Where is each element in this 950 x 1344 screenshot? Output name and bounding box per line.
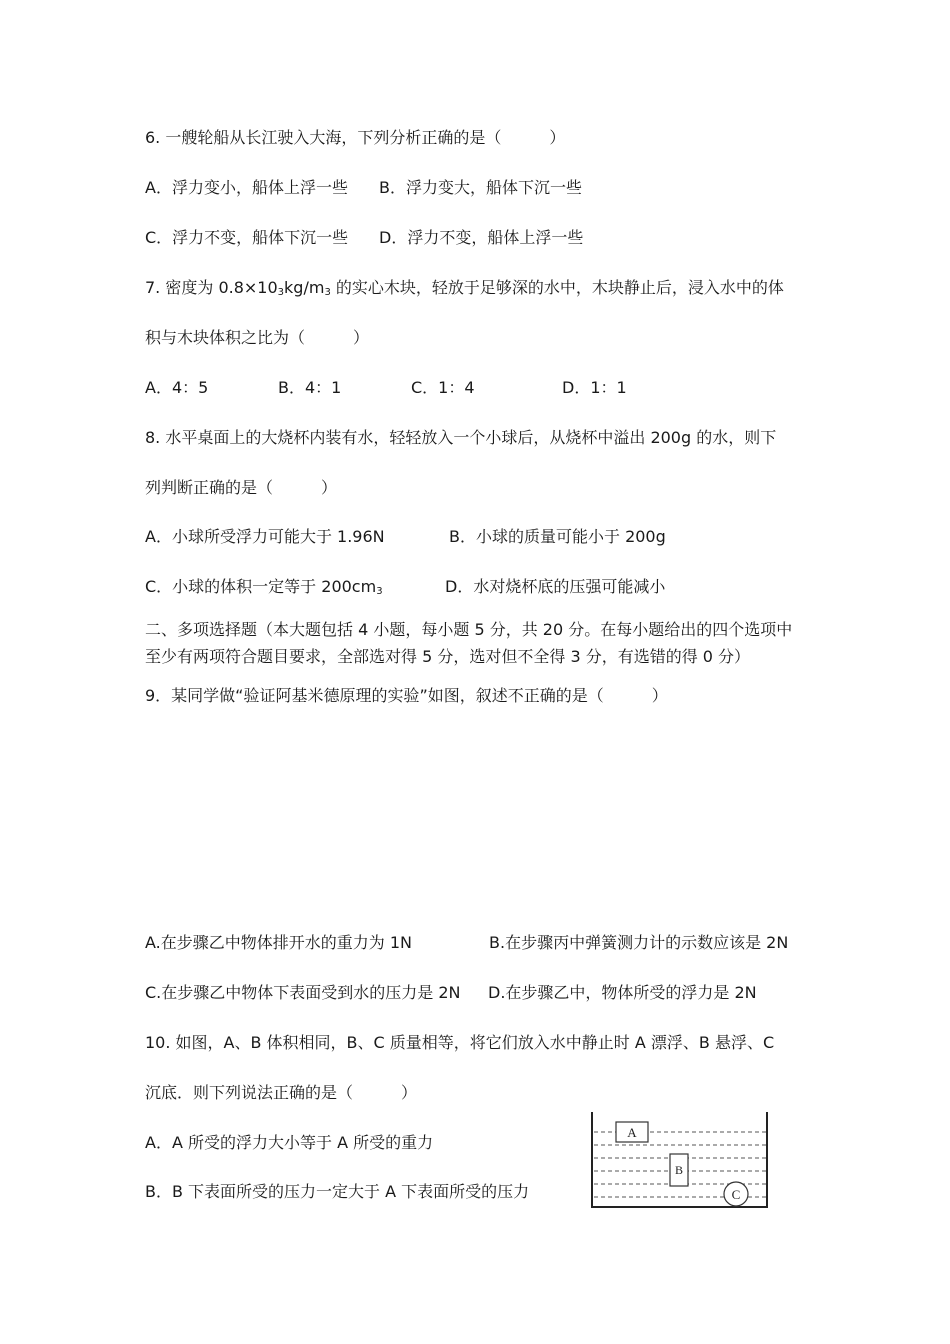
q8-option-d: D．水对烧杯底的压强可能减小: [445, 577, 666, 596]
q7-option-a: A．4：5: [145, 378, 209, 397]
beaker-figure: [590, 1110, 770, 1210]
section2-heading-line2: 至少有两项符合题目要求，全部选对得 5 分，选对但不全得 3 分，有选错的得 0 分）: [145, 647, 751, 666]
section2-heading-line1: 二、多项选择题（本大题包括 4 小题，每小题 5 分，共 20 分。在每小题给出的四个选项中: [145, 620, 793, 639]
q10-stem-line1: 10. 如图，A、B 体积相同，B、C 质量相等，将它们放入水中静止时 A 漂浮、B 悬浮、C: [145, 1033, 775, 1052]
q8-stem-line1: 8. 水平桌面上的大烧杯内装有水，轻轻放入一个小球后，从烧杯中溢出 200g 的水，则下: [145, 428, 777, 447]
q7-option-b: B．4：1: [278, 378, 342, 397]
q8-option-b: B．小球的质量可能小于 200g: [449, 527, 666, 546]
q9-option-c: C.在步骤乙中物体下表面受到水的压力是 2N: [145, 983, 461, 1002]
q10-option-a: A．A 所受的浮力大小等于 A 所受的重力: [145, 1133, 434, 1152]
q6-stem: 6. 一艘轮船从长江驶入大海，下列分析正确的是（ ）: [145, 128, 566, 147]
block-a-label: A: [627, 1125, 637, 1140]
q9-stem: 9．某同学做“验证阿基米德原理的实验”如图，叙述不正确的是（ ）: [145, 686, 668, 705]
q7-option-d: D．1：1: [562, 378, 627, 397]
q10-option-b: B．B 下表面所受的压力一定大于 A 下表面所受的压力: [145, 1182, 530, 1201]
q9-option-b: B.在步骤丙中弹簧测力计的示数应该是 2N: [489, 933, 789, 952]
q8-stem-line2: 列判断正确的是（ ）: [145, 478, 338, 497]
block-b-label: B: [674, 1163, 684, 1177]
q6-option-b: B．浮力变大，船体下沉一些: [379, 178, 582, 197]
q6-option-c: C．浮力不变，船体下沉一些: [145, 228, 349, 247]
q7-stem-line1: 7. 密度为 $0.8\times 10_3kg/m_3$ 的实心木块，轻放于足够深的水中，木块静止后，浸入水中的体: [145, 278, 784, 298]
q10-stem-line2: 沉底．则下列说法正确的是（ ）: [145, 1083, 418, 1102]
q7-stem-line2: 积与木块体积之比为（ ）: [145, 328, 370, 347]
q9-option-a: A.在步骤乙中物体排开水的重力为 1N: [145, 933, 412, 952]
q8-option-c: C．小球的体积一定等于 $200cm_3$: [145, 577, 383, 597]
ball-c-label: C: [731, 1187, 741, 1202]
q6-option-d: D．浮力不变，船体上浮一些: [379, 228, 584, 247]
q8-option-a: A．小球所受浮力可能大于 1.96N: [145, 527, 385, 546]
q9-option-d: D.在步骤乙中，物体所受的浮力是 2N: [488, 983, 757, 1002]
q6-option-a: A．浮力变小，船体上浮一些: [145, 178, 348, 197]
q7-option-c: C．1：4: [411, 378, 475, 397]
